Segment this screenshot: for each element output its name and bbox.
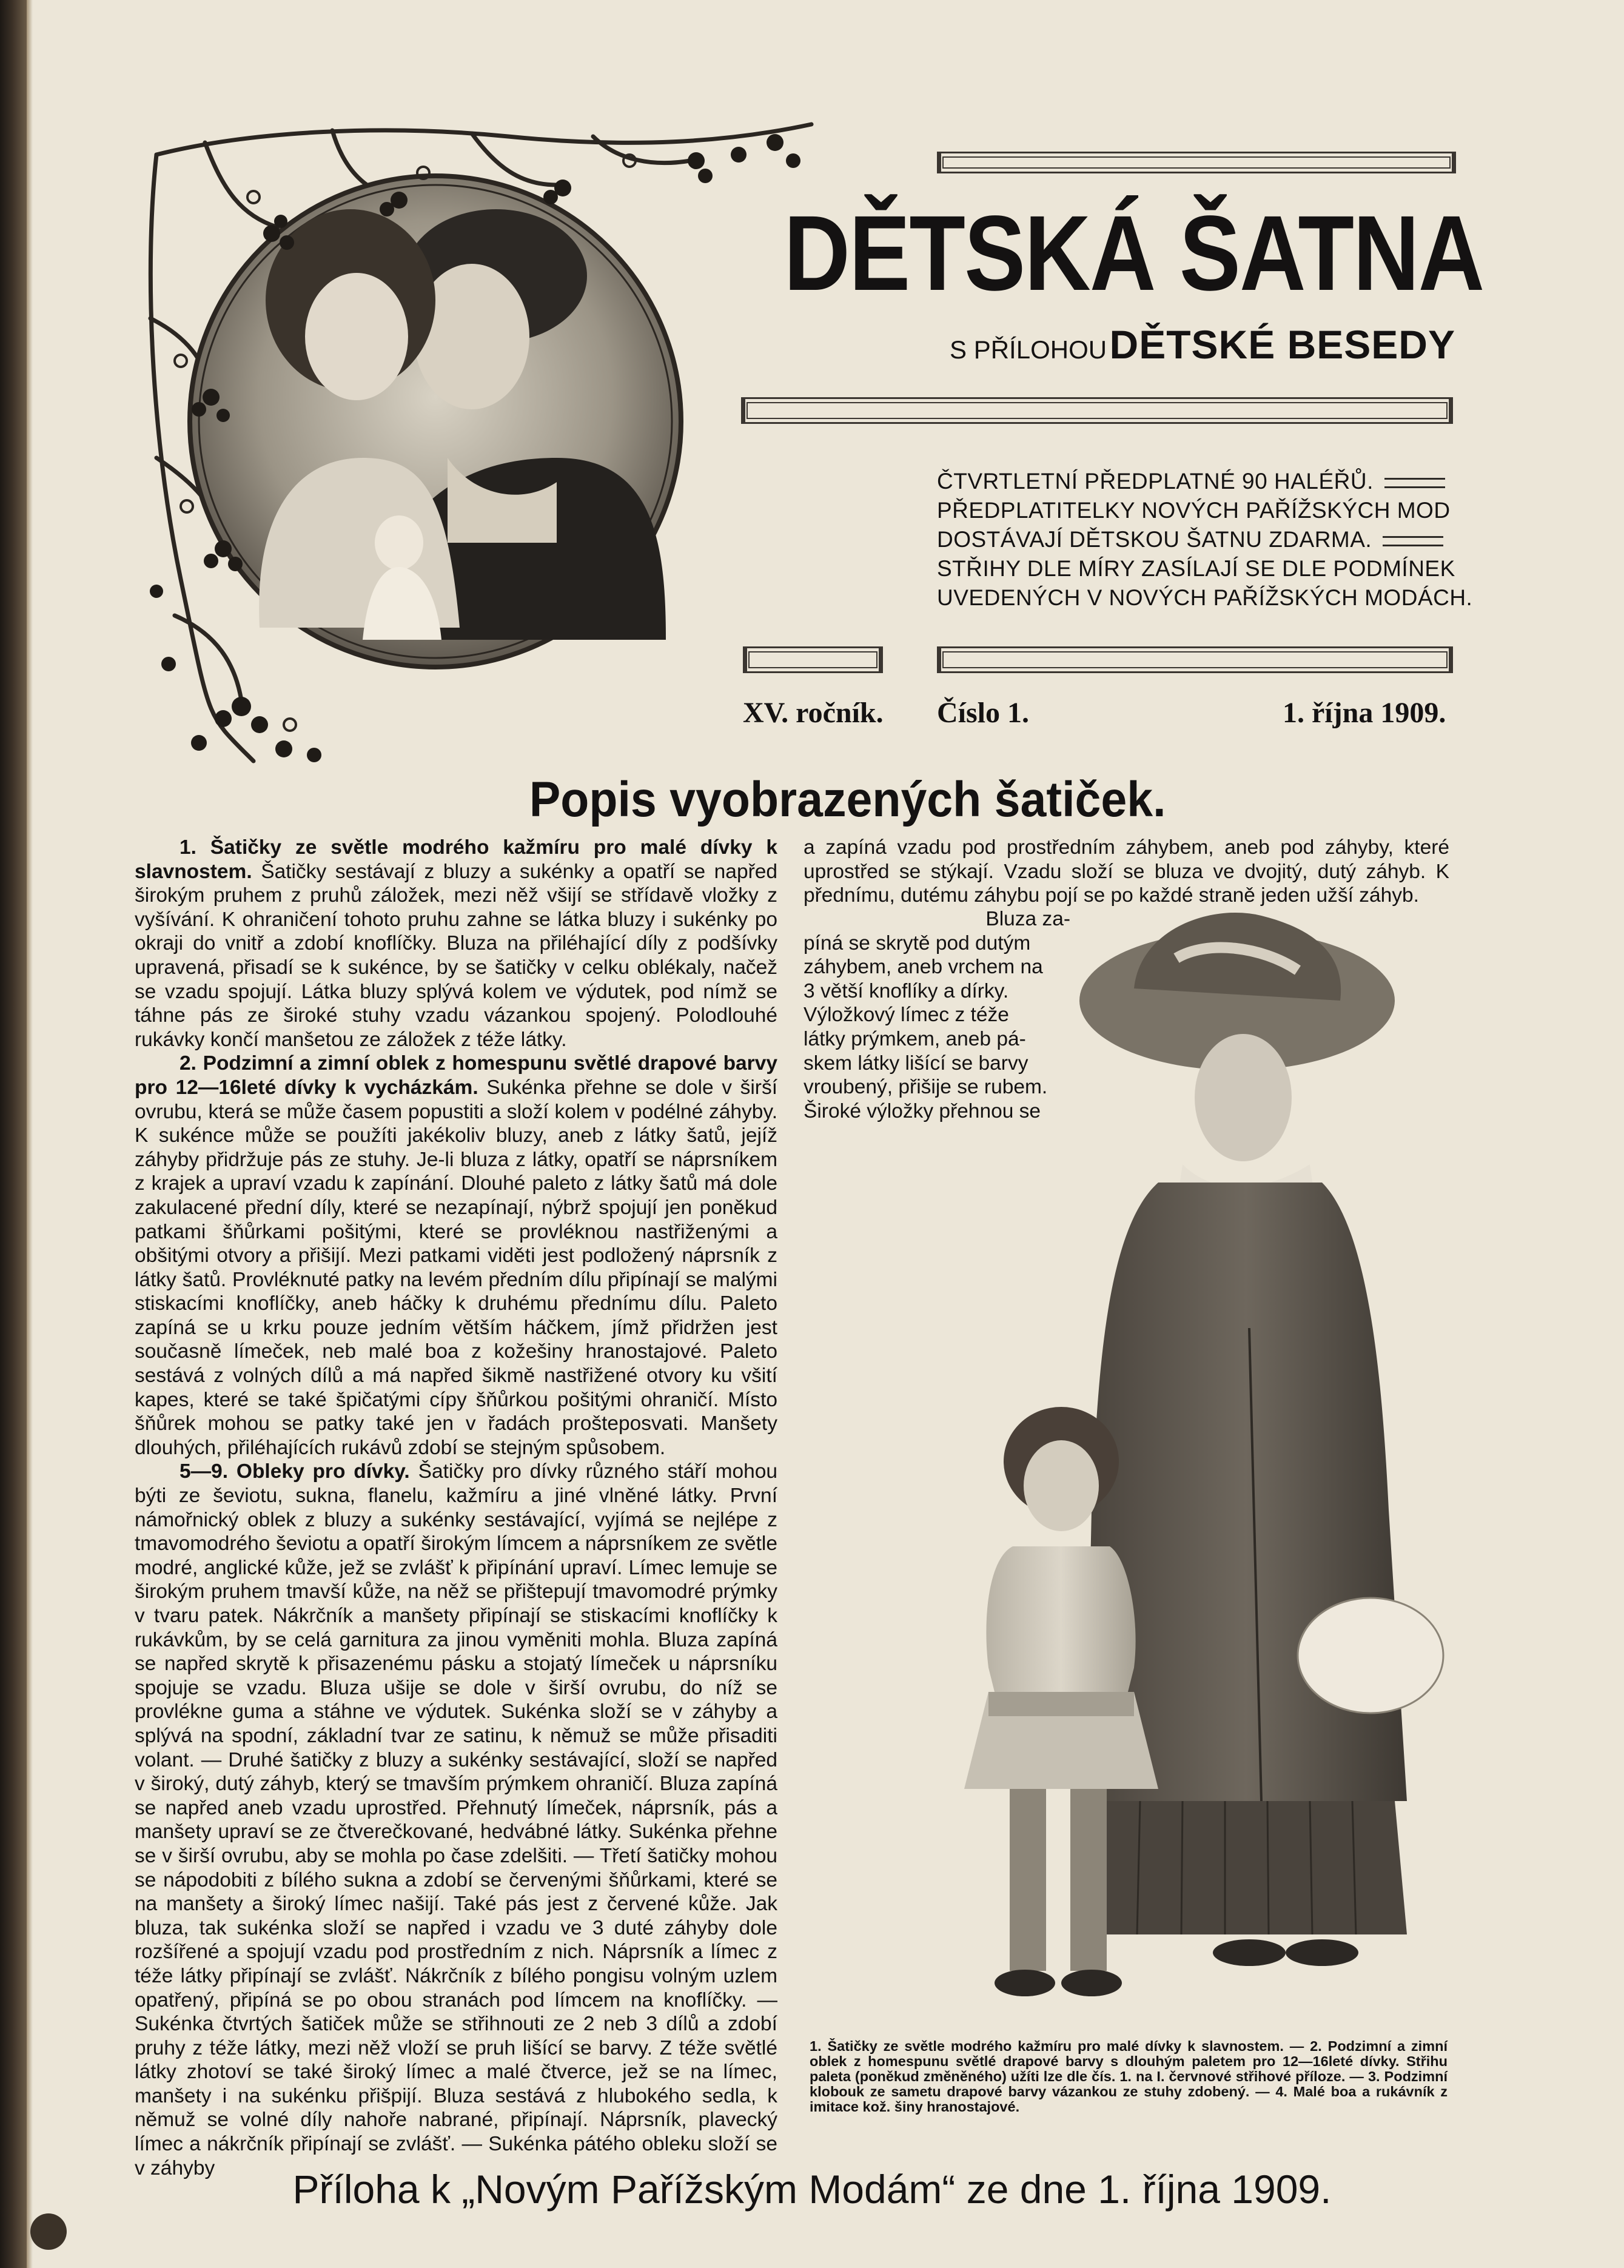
masthead-frame-bottom-left [743, 646, 883, 673]
masthead-frame-bottom-right [937, 646, 1453, 673]
section-1 [135, 836, 777, 1052]
narrow-line-3: záhybem, aneb vrchem na [804, 956, 1043, 979]
narrow-line-6: látky prýmkem, aneb pá- [804, 1027, 1026, 1050]
narrow-line-5: Výložkový límec z téže [804, 1004, 1009, 1027]
info-line-5: UVEDENÝCH V NOVÝCH PAŘÍŽSKÝCH MODÁCH. [937, 585, 1473, 610]
binding-edge [27, 0, 33, 2268]
narrow-line-8: vroubený, přišije se rubem. [804, 1076, 1048, 1099]
article-heading: Popis vyobrazených šatiček. [529, 772, 1166, 827]
info-line-3: DOSTÁVAJÍ DĚTSKOU ŠATNU ZDARMA. [937, 527, 1372, 552]
masthead-frame-middle [741, 397, 1453, 424]
narrow-line-1: Bluza za- [985, 908, 1070, 930]
left-column [135, 836, 777, 2180]
rule-ornament [1383, 536, 1443, 546]
narrow-line-9: Široké výložky přehnou se [804, 1099, 1041, 1122]
fashion-illustration [922, 904, 1455, 2031]
issue-volume: XV. ročník. [743, 697, 884, 729]
narrow-line-7: skem látky lišící se barvy [804, 1052, 1028, 1075]
masthead-title: DĚTSKÁ ŠATNA [783, 194, 1484, 313]
section-2-title: 2. Podzimní a zimní oblek z homespunu světlé drapové barvy pro 12—16leté dívky k vycházkám. [135, 1052, 777, 1099]
info-line-4: STŘIHY DLE MÍRY ZASÍLAJÍ SE DLE PODMÍNEK [937, 556, 1455, 581]
corner-mark [30, 2213, 67, 2250]
book-binding [0, 0, 27, 2268]
portrait-vignette [132, 118, 830, 773]
section-2-text: Sukénka přehne se dole v širší ovrubu, která se může časem popustiti a složí kolem v podélné záhyby. K sukénce může se použíti jakékoliv bluzy, aneb z látky šatů, jejíž záhyby přidržuje pás ze stuhy. Je-li bluza z látky, opatří se náprsníkem z krajek a upraví vzadu k zapínání. Dlouhé paleto z látky šatů má dole zakulacené přední díly, které se nezapínají, nýbrž spojují jen poněkud patkami šňůrkami pošitými, které se provléknou nastřiženými a obšitými otvory a přišijí. Mezi patkami viděti jest podložený náprsník z látky šatů. Provléknuté patky na levém předním dílu připínají se malými stiskacími knoflíčky, aneb háčky k druhému přednímu dílu. Paleto zapíná se u krku pouze jedním větším háčkem, jímž přidržen jest současně límeček, neb malé boa z kožešiny hranostajové. Paleto sestává z volných dílů a má napřed šikmě nastřižené otvory ku všití kapes, které se také špičatými cípy šňůrkou pošitými ohraničí. Místo šňůrek mohou se patky také jen v řadách prošteposvati. Manšety dlouhých, přiléhajících rukávů zdobí se stejným spůsobem. [135, 1076, 777, 1459]
info-line-1: ČTVRTLETNÍ PŘEDPLATNÉ 90 HALÉŘŮ. [937, 469, 1374, 494]
section-1-text: Šatičky sestávají z bluzy a sukénky a opatří se napřed širokým pruhem z pruhů záložek, mezi něž všijí se střídavě vložky z vyšívání. K ohraničení tohoto pruhu zahne se látka bluzy i sukénky po okraji do vnitř a zdobí knoflíčky. Bluza na přiléhající díly z podšívky upravená, přisadí se k sukénce, by se šatičky v celku oblékaly, načež se vzadu spojují. Látka bluzy splývá kolem ve výdutek, pod nímž se táhne pás ze široké stuhy vzadu vázankou spojený. Polodlouhé rukávky končí manšetou ze záložek z téže látky. [135, 860, 777, 1051]
info-line-2: PŘEDPLATITELKY NOVÝCH PAŘÍŽSKÝCH MOD [937, 498, 1451, 523]
section-3-title: 5—9. Obleky pro dívky. [180, 1460, 410, 1483]
section-3 [135, 1460, 777, 2180]
section-2 [135, 1052, 777, 1460]
page-footer: Příloha k „Novým Pařížským Modám“ ze dne 1. října 1909. [292, 2167, 1332, 2212]
subtitle-large: DĚTSKÉ BESEDY [1109, 322, 1455, 367]
masthead-subtitle [934, 321, 1455, 367]
subtitle-small: S PŘÍLOHOU [950, 335, 1107, 364]
section-1-title: 1. Šatičky ze světle modrého kažmíru pro malé dívky k slavnostem. [135, 836, 777, 883]
issue-number: Číslo 1. [937, 697, 1030, 729]
narrow-line-2: píná se skrytě pod dutým [804, 931, 1031, 955]
issue-date: 1. října 1909. [1283, 697, 1446, 729]
section-3-text: Šatičky pro dívky různého stáří mohou býti ze ševiotu, sukna, flanelu, kažmíru a jiné vlněné látky. První námořnický oblek z bluzy a sukénky sestávající, vyjímá se nejlépe z tmavomodrého ševiotu a opatří širokým límcem a náprsníkem ze světle modré, anglické kůže, jež se zvlášť k připínání upraví. Límec lemuje se širokým pruhem tmavší kůže, na něž se přištepují tmavomodré prýmky v tvaru patek. Nákrčník a manšety připínají se stiskacími knoflíčky k rukávkům, by se celá garnitura za jinou vyměniti mohla. Bluza zapíná se napřed skrytě k přisazenému pásku a stojatý límeček u náprsníku spojuje se vzadu. Bluza ušije se dole v širší ovrubu, do níž se provlékne guma a stáhne ve výdutek. Sukénka složí se v záhyby a splývá na spodní, základní tvar ze satinu, k němuž se může přisaditi volant. — Druhé šatičky z bluzy a sukénky sestávající, složí se napřed v široký, dutý záhyb, který se tmavším prýmkem ohraničí. Bluza zapíná se napřed aneb vzadu uprostřed. Přehnutý límeček, náprsník, pás a manšety upraví se ze čtverečkované, hedvábné látky. Sukénka přehne se v širší ovrubu, aby se mohla po čase zdelšiti. — Třetí šatičky mohou se nápodobiti z bílého sukna a zdobí se červenými šňůrkami, které se na manšety a široký límec našijí. Také pás jest z červené kůže. Jak bluza, tak sukénka složí se napřed i vzadu ve 3 duté záhyby dole rozšířené a spojují vzadu pod prostředním z nich. Náprsník a límec z téže látky připínají se zvlášť. Nákrčník z bílého pongisu volným uzlem opatřený, připíná se po obou stranách pod límcem na knoflíčky. — Sukénka čtvrtých šatiček může se střihnouti ze 2 neb 3 dílů a zdobí pruhy z téže látky, mezi něž vloží se pruh lišící se barvy. Z téže světlé látky zhotoví se také široký límec a malé čtverce, jež se na límec, manšety i na sukénku přišpijí. Bluza sestává z hlubokého sedla, k němuž se volné díly nahoře nabrané, připínají. Náprsník, plavecký límec a nákrčník připínají se zvlášť. — Sukénka pátého obleku složí se v záhyby [135, 1460, 777, 2179]
right-column-intro: a zapíná vzadu pod prostředním záhybem, aneb pod záhyby, které uprostřed se stýkají. Vzadu složí se bluza ve dvojitý, dutý záhyb. K přednímu, dutému záhybu pojí se po každé straně jeden užší záhyb. [804, 836, 1449, 907]
rule-ornament [1384, 478, 1445, 488]
masthead-frame-top [937, 152, 1456, 173]
narrow-line-4: 3 větší knoflíky a dírky. [804, 979, 1009, 1002]
subscription-info [937, 467, 1473, 612]
illustration-caption: 1. Šatičky ze světle modrého kažmíru pro malé dívky k slavnostem. — 2. Podzimní a zimní oblek z homespunu světlé drapové barvy s dlouhým paletem pro 12—16leté dívky. Střihu paleta (poněkud změněného) užíti lze dle čís. 1. na I. červnové střihové příloze. — 3. Podzimní klobouk ze sametu drapové barvy vázankou ze stuhy zdobený. — 4. Malé boa a rukávník z imitace kož. šiny hranostajové. [810, 2038, 1448, 2115]
